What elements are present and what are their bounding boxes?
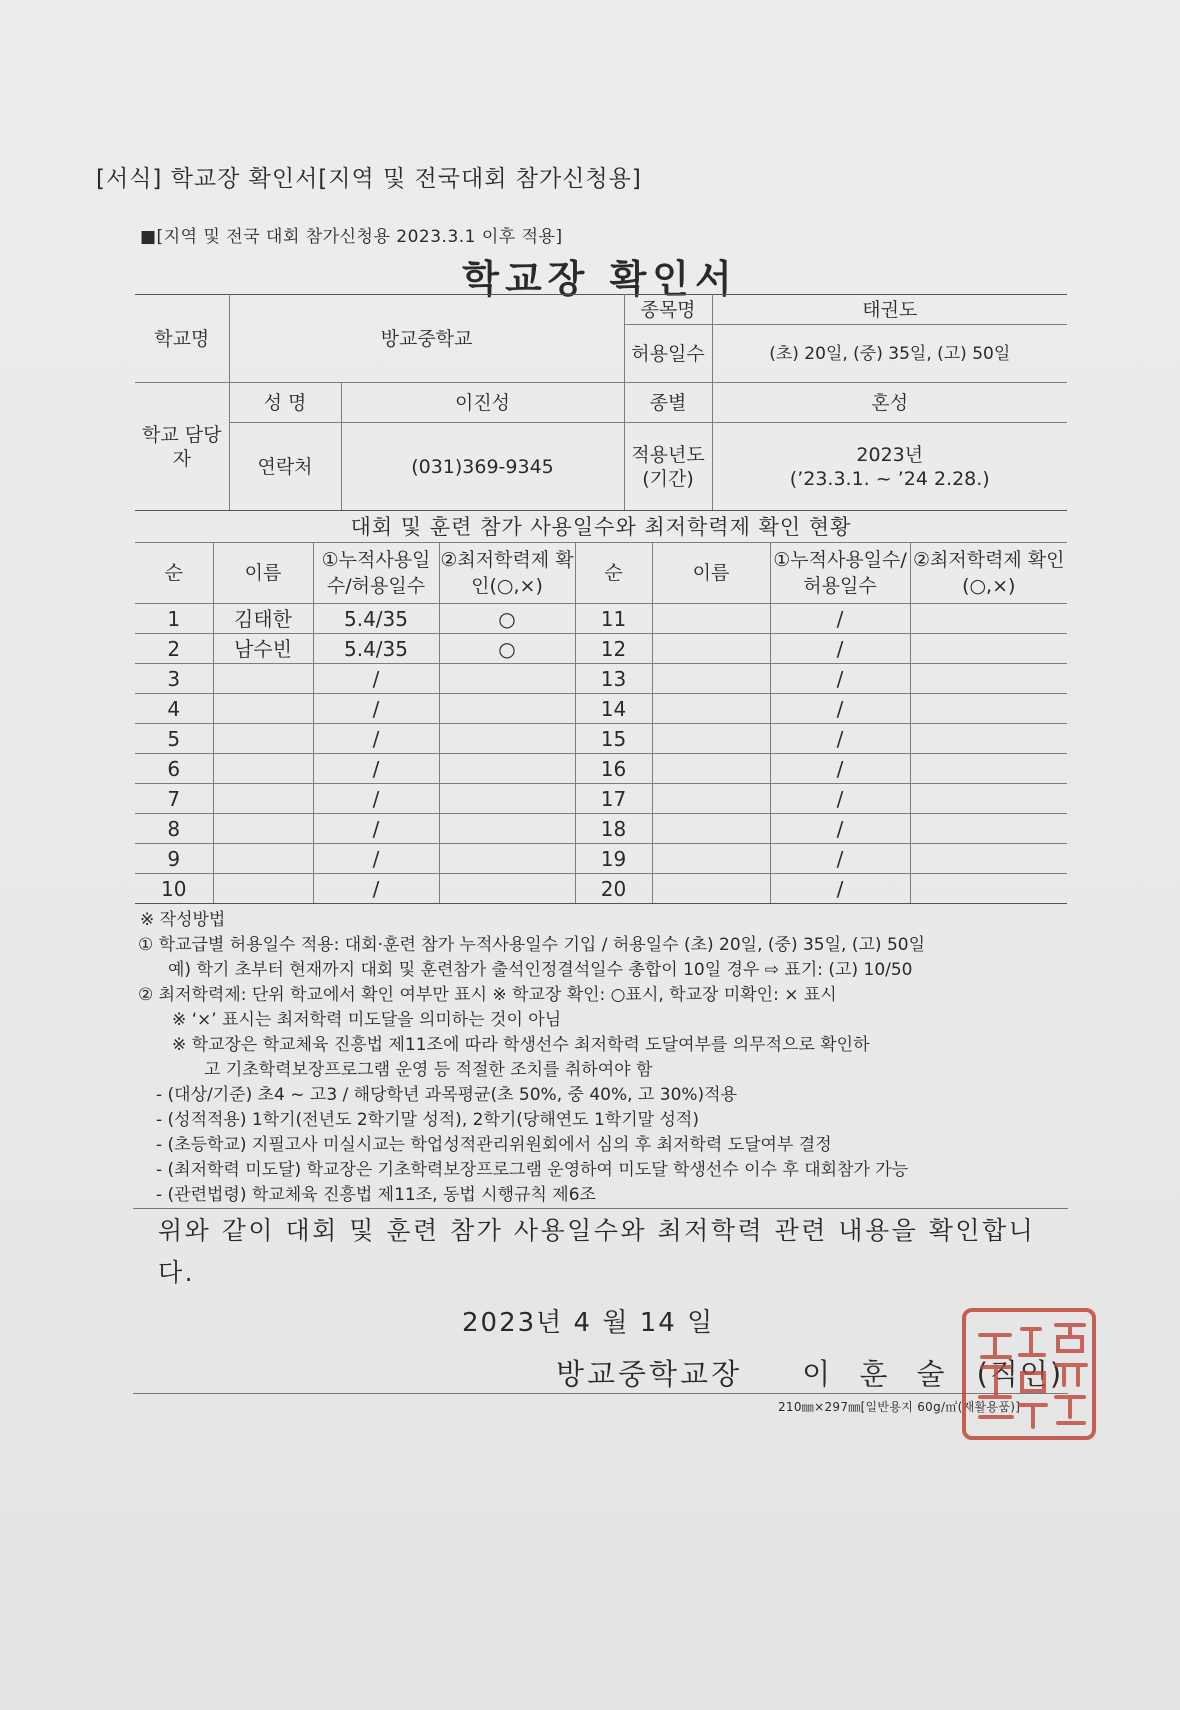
row-no-right: 17 — [575, 784, 652, 814]
note-line: 고 기초학력보장프로그램 운영 등 적절한 조치를 취하여야 함 — [204, 1060, 653, 1080]
row-no: 1 — [135, 604, 213, 634]
row-academic — [439, 844, 575, 874]
row-name — [213, 814, 313, 844]
row-name-right — [652, 724, 770, 754]
year-label: 적용년도 (기간) — [624, 423, 712, 511]
table-row — [135, 874, 1067, 904]
table-row — [135, 664, 1067, 694]
row-no: 6 — [135, 754, 213, 784]
table-row — [135, 844, 1067, 874]
row-academic — [439, 784, 575, 814]
table-row — [135, 724, 1067, 754]
sport-label: 종목명 — [624, 295, 712, 325]
row-name-right — [652, 664, 770, 694]
row-days-right: / — [770, 664, 910, 694]
header-days-right: ①누적사용일수/허용일수 — [770, 543, 910, 604]
row-academic — [439, 664, 575, 694]
header-academic: ②최저학력제 확인(○,×) — [439, 543, 575, 604]
type-value: 혼성 — [712, 383, 1067, 423]
row-academic — [439, 724, 575, 754]
row-academic-right — [910, 634, 1067, 664]
row-no: 7 — [135, 784, 213, 814]
row-no-right: 16 — [575, 754, 652, 784]
row-days: / — [313, 844, 439, 874]
row-no: 4 — [135, 694, 213, 724]
row-name — [213, 664, 313, 694]
row-name-right — [652, 784, 770, 814]
header-name: 이름 — [213, 543, 313, 604]
table-row — [135, 754, 1067, 784]
row-days: / — [313, 694, 439, 724]
row-days-right: / — [770, 694, 910, 724]
row-no: 5 — [135, 724, 213, 754]
row-days: / — [313, 724, 439, 754]
row-academic — [439, 694, 575, 724]
row-no: 10 — [135, 874, 213, 904]
row-academic-right — [910, 844, 1067, 874]
seal-label: (직인) — [976, 1357, 1064, 1391]
row-days-right: / — [770, 844, 910, 874]
row-days: / — [313, 664, 439, 694]
row-days: 5.4/35 — [313, 634, 439, 664]
row-academic — [439, 814, 575, 844]
row-name — [213, 874, 313, 904]
row-name — [213, 694, 313, 724]
note-line: ※ ‘×’ 표시는 최저학력 미도달을 의미하는 것이 아님 — [172, 1010, 562, 1030]
table-row — [135, 604, 1067, 634]
phone-label: 연락처 — [229, 423, 341, 511]
table-row — [135, 694, 1067, 724]
row-academic-right — [910, 724, 1067, 754]
row-academic: ○ — [439, 634, 575, 664]
note-line: ① 학교급별 허용일수 적용: 대회·훈련 참가 누적사용일수 기입 / 허용일수 (초) 20일, (중) 35일, (고) 50일 — [138, 935, 926, 955]
row-academic-right — [910, 874, 1067, 904]
confirm-statement: 위와 같이 대회 및 훈련 참가 사용일수와 최저학력 관련 내용을 확인합니다. — [158, 1216, 1036, 1287]
bottom-rule — [133, 1393, 1068, 1394]
notes-heading: ※ 작성방법 — [140, 910, 226, 930]
row-name: 남수빈 — [213, 634, 313, 664]
row-academic-right — [910, 604, 1067, 634]
note-line: - (관련법령) 학교체육 진흥법 제11조, 동법 시행규칙 제6조 — [156, 1185, 596, 1205]
table-row — [135, 634, 1067, 664]
row-academic-right — [910, 694, 1067, 724]
row-name-right — [652, 754, 770, 784]
row-academic: ○ — [439, 604, 575, 634]
year-cell — [712, 423, 1067, 511]
row-days-right: / — [770, 784, 910, 814]
row-days: 5.4/35 — [313, 604, 439, 634]
sub-label: ■[지역 및 전국 대회 참가신청용 2023.3.1 이후 적용] — [140, 227, 563, 247]
row-name-right — [652, 604, 770, 634]
row-days: / — [313, 814, 439, 844]
header-academic-right: ②최저학력제 확인(○,×) — [910, 543, 1067, 604]
form-label: [서식] 학교장 확인서[지역 및 전국대회 참가신청용] — [96, 166, 642, 192]
row-name-right — [652, 844, 770, 874]
row-academic-right — [910, 664, 1067, 694]
note-line: ② 최저학력제: 단위 학교에서 확인 여부만 표시 ※ 학교장 확인: ○표시, 학교장 미확인: × 표시 — [138, 985, 837, 1005]
roster-table — [135, 542, 1067, 904]
phone-value: (031)369-9345 — [341, 423, 624, 511]
row-no-right: 11 — [575, 604, 652, 634]
paper-spec: 210㎜×297㎜[일반용지 60g/㎡(재활용품)] — [778, 1400, 1021, 1414]
row-name — [213, 754, 313, 784]
principal-name: 이 훈 술 — [802, 1357, 955, 1391]
row-days-right: / — [770, 874, 910, 904]
row-name — [213, 844, 313, 874]
sport-value: 태권도 — [712, 295, 1067, 325]
header-no-right: 순 — [575, 543, 652, 604]
document-title: 학교장 확인서 — [462, 257, 738, 301]
year-value: 2023년 — [856, 443, 924, 466]
note-line: ※ 학교장은 학교체육 진흥법 제11조에 따라 학생선수 최저학력 도달여부를 의무적으로 확인하 — [172, 1035, 870, 1055]
row-academic-right — [910, 754, 1067, 784]
school-value: 방교중학교 — [229, 295, 624, 383]
row-no-right: 14 — [575, 694, 652, 724]
row-days-right: / — [770, 814, 910, 844]
table-row — [135, 814, 1067, 844]
row-academic-right — [910, 784, 1067, 814]
row-no-right: 12 — [575, 634, 652, 664]
row-academic — [439, 874, 575, 904]
row-no: 8 — [135, 814, 213, 844]
principal-title: 방교중학교장 — [556, 1357, 743, 1391]
row-days-right: / — [770, 634, 910, 664]
row-no-right: 19 — [575, 844, 652, 874]
row-academic — [439, 754, 575, 784]
name-label: 성 명 — [229, 383, 341, 423]
row-name-right — [652, 634, 770, 664]
header-no: 순 — [135, 543, 213, 604]
row-no-right: 15 — [575, 724, 652, 754]
period-value: (’23.3.1. ~ ’24 2.28.) — [789, 467, 990, 490]
row-name-right — [652, 694, 770, 724]
row-name — [213, 724, 313, 754]
type-label: 종별 — [624, 383, 712, 423]
row-days: / — [313, 754, 439, 784]
issue-date: 2023년 4 월 14 일 — [462, 1308, 715, 1338]
row-name-right — [652, 814, 770, 844]
header-name-right: 이름 — [652, 543, 770, 604]
row-days-right: / — [770, 724, 910, 754]
contact-label: 학교 담당자 — [135, 383, 229, 511]
name-value: 이진성 — [341, 383, 624, 423]
row-days-right: / — [770, 604, 910, 634]
row-name-right — [652, 874, 770, 904]
info-table — [135, 294, 1067, 511]
roster-section-title: 대회 및 훈련 참가 사용일수와 최저학력제 확인 현황 — [135, 510, 1067, 543]
header-days: ①누적사용일수/허용일수 — [313, 543, 439, 604]
school-label: 학교명 — [135, 295, 229, 383]
official-seal-icon — [958, 1305, 1100, 1443]
row-no: 9 — [135, 844, 213, 874]
row-academic-right — [910, 814, 1067, 844]
row-name — [213, 784, 313, 814]
row-no-right: 20 — [575, 874, 652, 904]
allowed-label: 허용일수 — [624, 325, 712, 383]
note-line: - (최저학력 미도달) 학교장은 기초학력보장프로그램 운영하여 미도달 학생선수 이수 후 대회참가 가능 — [156, 1160, 909, 1180]
row-days: / — [313, 874, 439, 904]
notes-divider — [133, 1208, 1068, 1209]
note-line: - (대상/기준) 초4 ~ 고3 / 해당학년 과목평균(초 50%, 중 40%, 고 30%)적용 — [156, 1085, 738, 1105]
allowed-value: (초) 20일, (중) 35일, (고) 50일 — [712, 325, 1067, 383]
notes-section — [138, 908, 1073, 1208]
row-no-right: 18 — [575, 814, 652, 844]
roster-header-row — [135, 543, 1067, 604]
note-line: - (초등학교) 지필고사 미실시교는 학업성적관리위원회에서 심의 후 최저학력 도달여부 결정 — [156, 1135, 832, 1155]
row-days-right: / — [770, 754, 910, 784]
table-row — [135, 784, 1067, 814]
note-line: 예) 학기 초부터 현재까지 대회 및 훈련참가 출석인정결석일수 총합이 10일 경우 ⇨ 표기: (고) 10/50 — [168, 960, 913, 980]
row-no-right: 13 — [575, 664, 652, 694]
row-days: / — [313, 784, 439, 814]
row-no: 2 — [135, 634, 213, 664]
row-no: 3 — [135, 664, 213, 694]
note-line: - (성적적용) 1학기(전년도 2학기말 성적), 2학기(당해연도 1학기말 성적) — [156, 1110, 699, 1130]
row-name: 김태한 — [213, 604, 313, 634]
